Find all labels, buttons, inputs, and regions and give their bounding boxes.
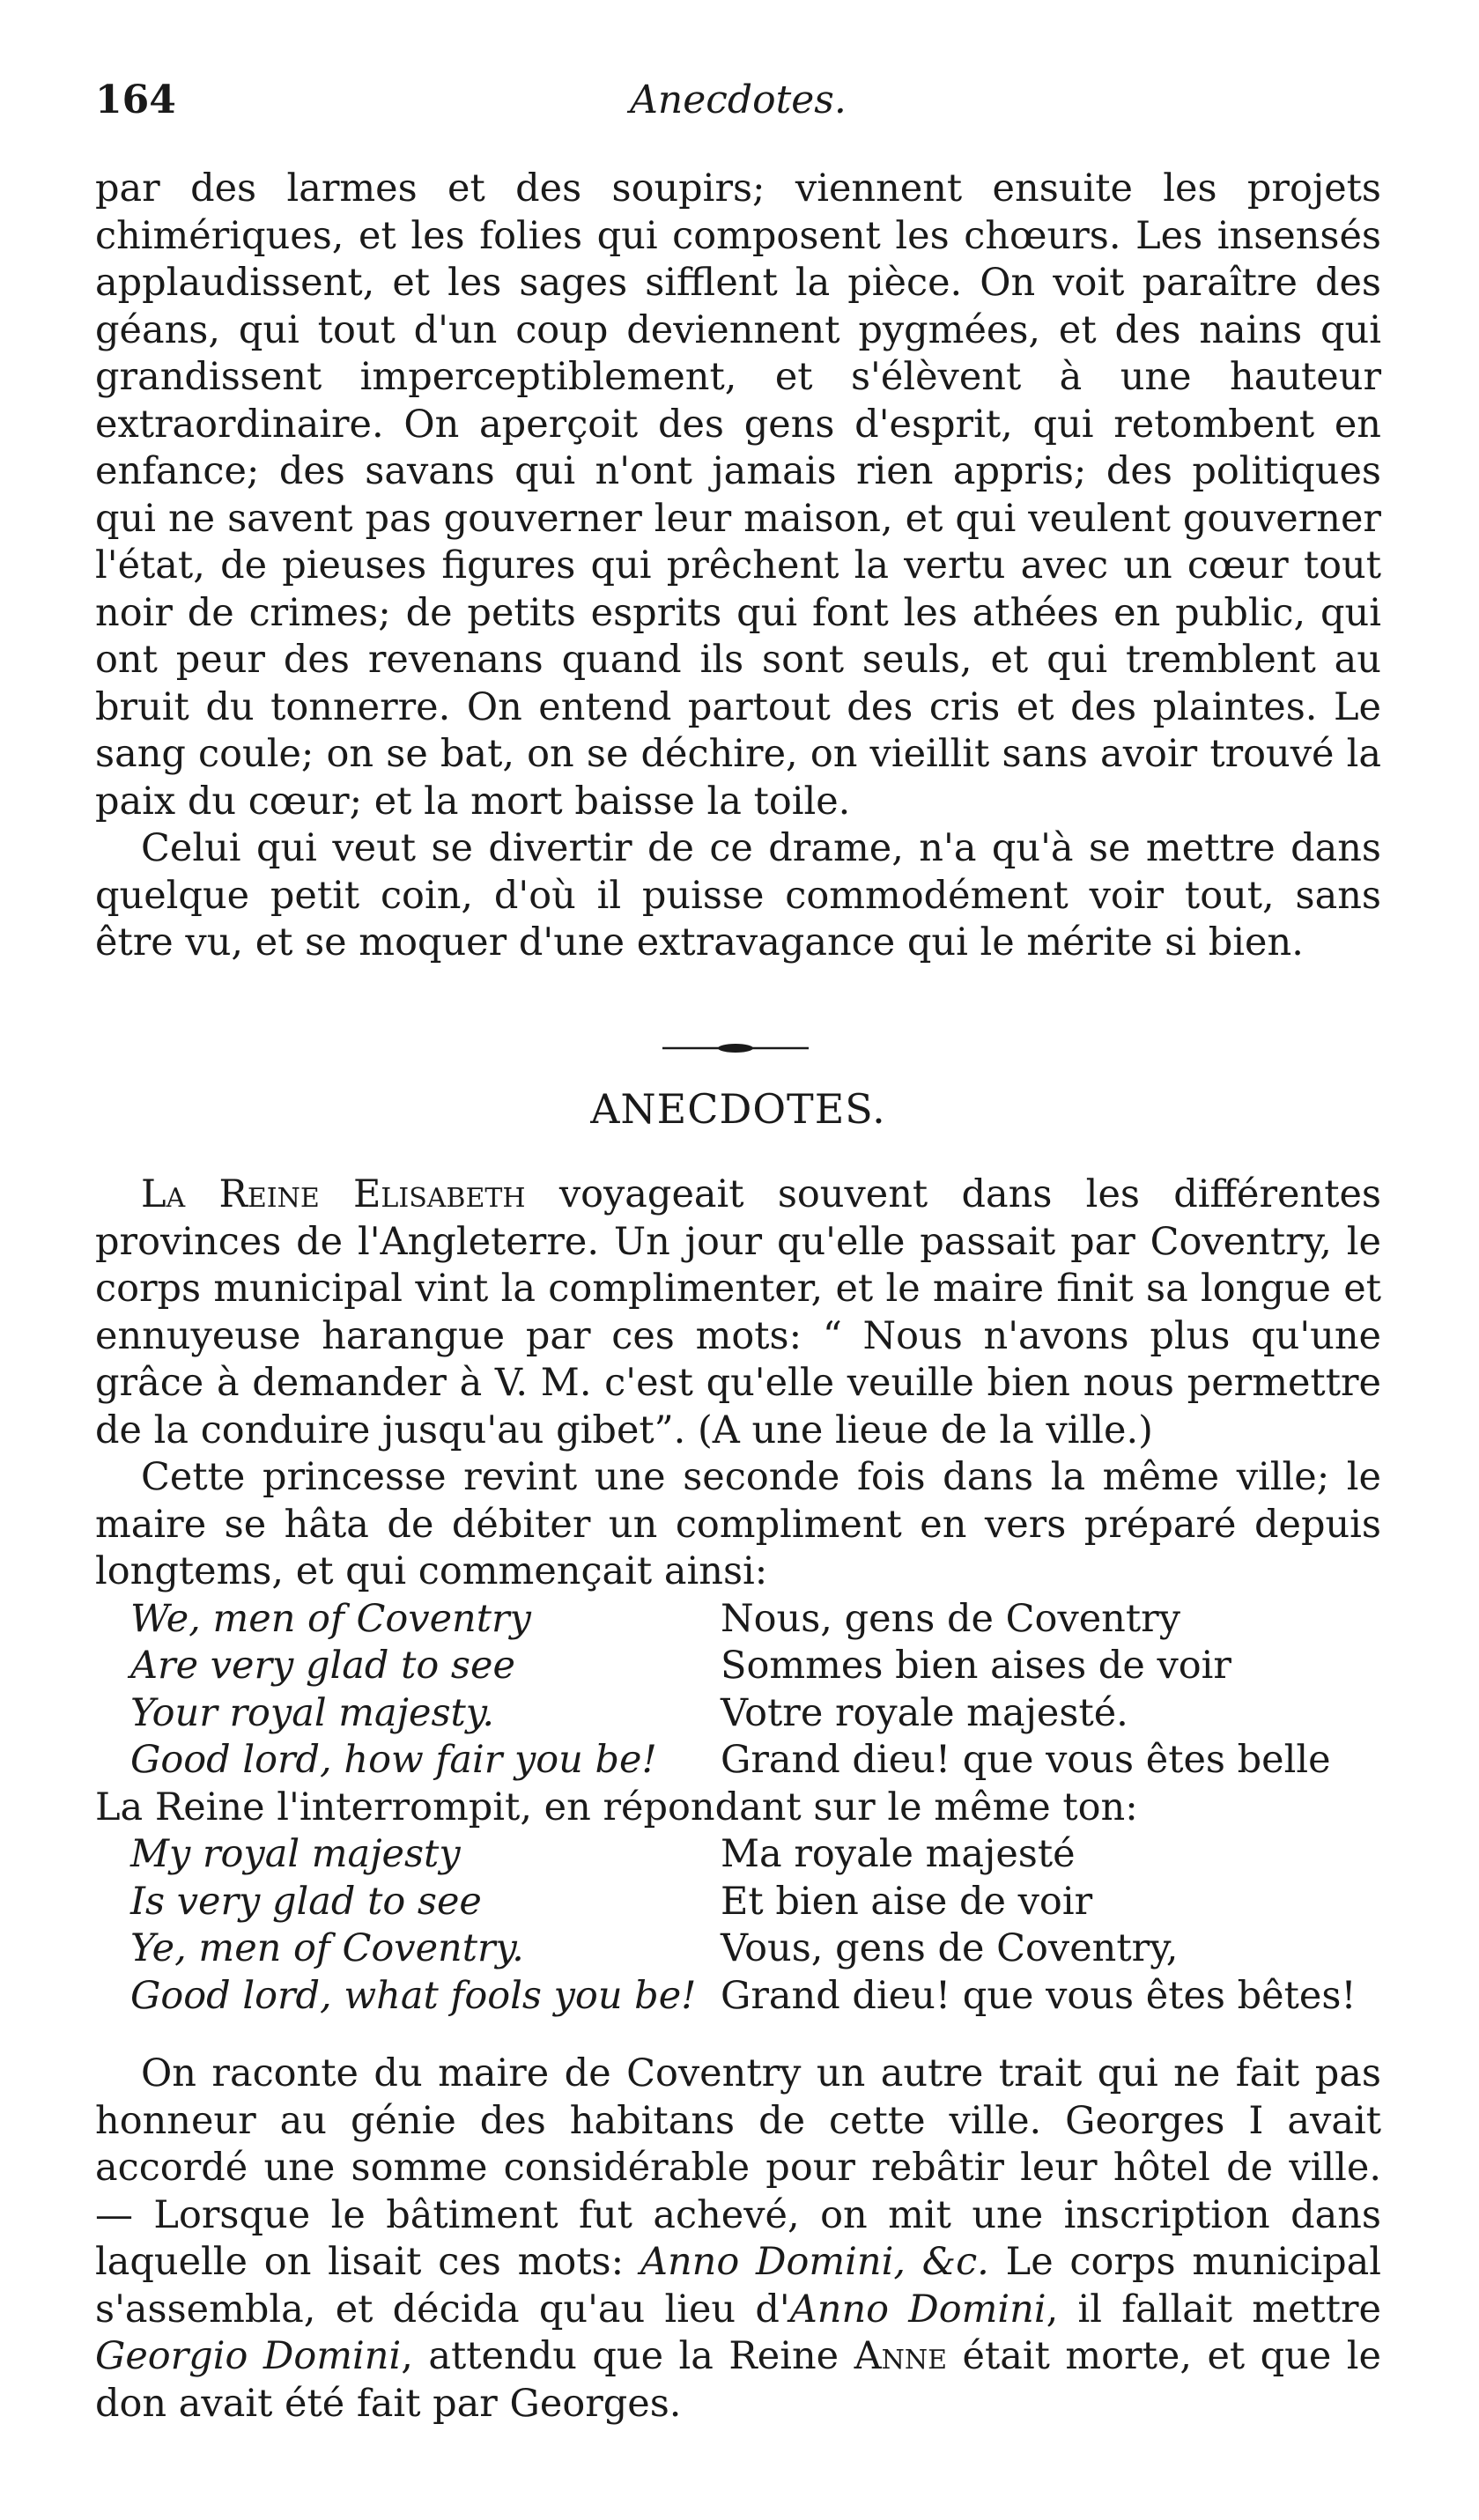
- anecdote-text-part: Le corps municipal s'assembla, et décida qu'au lieu d': [95, 2240, 1382, 2332]
- verse-row: [95, 1690, 1381, 1738]
- latin-phrase: Anno Domini, &c.: [640, 2240, 989, 2284]
- verse-french: Vous, gens de Coventry,: [721, 1926, 1179, 1970]
- intro-paragraph-1: par des larmes et des soupirs; viennent ensuite les projets chimériques, et les folies qui composent les chœurs. Les insensés applaudissent, et les sages sifflent la pièce. On voit paraître des géans, qui tout d'un coup deviennent pygmées, et des nains qui grandissent imperceptiblement, et s'élèvent à une hauteur extraordinaire. On aperçoit des gens d'esprit, qui retombent en enfance; des savans qui n'ont jamais rien appris; des politiques qui ne savent pas gouverner leur maison, et qui veulent gouverner l'état, de pieuses figures qui prêchent la vertu avec un cœur tout noir de crimes; de petits esprits qui font les athées en public, qui ont peur des revenans quand ils sont seuls, et qui tremblent au bruit du tonnerre. On entend partout des cris et des plaintes. Le sang coule; on se bat, on se déchire, on vieillit sans avoir trouvé la paix du cœur; et la mort baisse la toile.: [95, 166, 1381, 824]
- verse-english: Is very glad to see: [130, 1879, 482, 1924]
- verse-table-2: [95, 1831, 1381, 2020]
- verse-english: My royal majesty: [130, 1832, 461, 1876]
- anecdote-coventry: [95, 2051, 1381, 2428]
- page-number: 164: [95, 78, 176, 122]
- section-title: ANECDOTES.: [590, 1085, 886, 1133]
- verse-table-1: [95, 1596, 1381, 1785]
- anecdote-text-part: On raconte du maire de Coventry un autre trait qui ne fait pas honneur au génie des habitans de cette ville. Georges I avait accordé une somme considérable pour rebâtir leur hôtel de ville.— Lorsque le bâtiment fut achevé, on mit une inscription dans laquelle on lisait ces mots:: [95, 2051, 1381, 2284]
- anecdote-elisabeth-text: voyageait souvent dans les différentes provinces de l'Angleterre. Un jour qu'elle passait par Coventry, le corps municipal vint la complimenter, et le maire finit sa longue et ennuyeuse harangue par ces mots: “ Nous n'avons plus qu'une grâce à demander à V. M. c'est qu'elle veuille bien nous permettre de la conduire jusqu'au gibet”. (A une lieue de la ville.): [95, 1172, 1381, 1452]
- anecdote-text-part: , attendu que la Reine: [401, 2334, 854, 2378]
- anecdote-text-part: était morte, et que le don avait été fait par Georges.: [95, 2334, 1381, 2426]
- verse-english: Ye, men of Coventry.: [130, 1926, 524, 1970]
- verse-row: [95, 1879, 1381, 1926]
- anecdote-verse-intro: Cette princesse revint une seconde fois dans la même ville; le maire se hâta de débiter un compliment en vers préparé depuis longtems, et qui commençait ainsi:: [95, 1455, 1381, 1593]
- verse-french: Grand dieu! que vous êtes bêtes!: [721, 1973, 1357, 2018]
- verse-french: Ma royale majesté: [721, 1832, 1076, 1876]
- verse-english: Good lord, what fools you be!: [130, 1973, 697, 2018]
- ornamental-rule: [662, 1041, 809, 1055]
- verse-row: [95, 1831, 1381, 1879]
- page-header: [95, 78, 1381, 139]
- verse-french: Et bien aise de voir: [721, 1879, 1093, 1924]
- verse-row: [95, 1596, 1381, 1644]
- latin-phrase: Georgio Domini: [95, 2334, 402, 2378]
- verse-english: Are very glad to see: [130, 1644, 515, 1688]
- anecdote-text-part: , il fallait mettre: [1046, 2287, 1381, 2332]
- anecdote-coventry-text: [95, 2051, 1381, 2428]
- intro-text: [95, 166, 1381, 967]
- verse-row: [95, 1737, 1381, 1785]
- verse-row: [95, 1925, 1381, 1973]
- verse-interlude: La Reine l'interrompit, en répondant sur le même ton:: [95, 1785, 1138, 1829]
- verse-row: [95, 1973, 1381, 2021]
- verse-french: Votre royale majesté.: [721, 1690, 1128, 1735]
- verse-french: Grand dieu! que vous êtes belle: [721, 1738, 1331, 1782]
- intro-paragraph-2: Celui qui veut se divertir de ce drame, n'a qu'à se mettre dans quelque petit coin, d'où il puisse commodément voir tout, sans être vu, et se moquer d'une extravagance qui le mérite si bien.: [95, 826, 1381, 964]
- latin-phrase: Anno Domini: [789, 2287, 1046, 2332]
- running-head: Anecdotes.: [630, 78, 847, 122]
- verse-english: Good lord, how fair you be!: [130, 1738, 657, 1782]
- verse-row: [95, 1643, 1381, 1690]
- anecdotes-text: [95, 1171, 1381, 2020]
- verse-french: Sommes bien aises de voir: [721, 1644, 1231, 1688]
- queen-name: Anne: [854, 2334, 948, 2378]
- verse-french: Nous, gens de Coventry: [721, 1596, 1181, 1641]
- anecdote-lead: La Reine Elisabeth: [141, 1172, 526, 1216]
- anecdote-elisabeth: [95, 1171, 1381, 1454]
- verse-english: We, men of Coventry: [130, 1596, 531, 1641]
- verse-english: Your royal majesty.: [130, 1690, 495, 1735]
